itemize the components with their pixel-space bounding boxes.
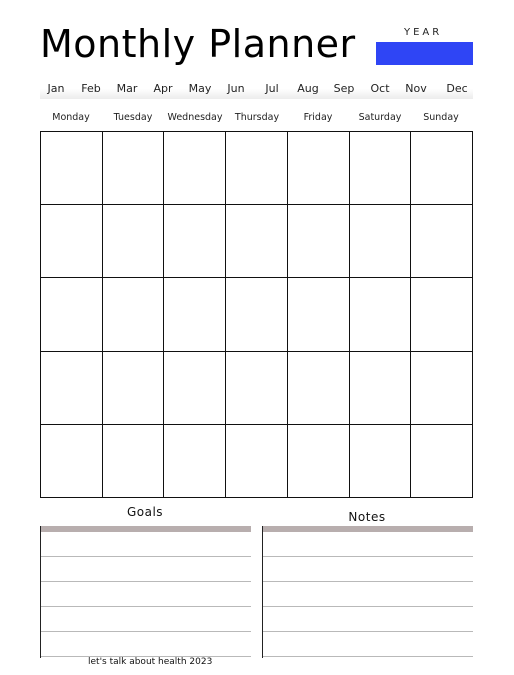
month-may[interactable]: May: [188, 82, 212, 95]
calendar-day-cell[interactable]: [350, 132, 412, 205]
day-header-friday: Friday: [303, 112, 333, 123]
calendar-day-cell[interactable]: [164, 205, 226, 278]
calendar-day-cell[interactable]: [226, 425, 288, 498]
footer-text: let's talk about health 2023: [88, 657, 213, 667]
calendar-day-cell[interactable]: [288, 278, 350, 351]
calendar-day-cell[interactable]: [226, 132, 288, 205]
month-feb[interactable]: Feb: [81, 82, 101, 95]
goals-lines[interactable]: [40, 526, 251, 658]
calendar-day-cell[interactable]: [288, 132, 350, 205]
calendar-day-cell[interactable]: [164, 132, 226, 205]
year-label: YEAR: [404, 27, 443, 38]
day-header-tuesday: Tuesday: [113, 112, 153, 123]
goals-title: Goals: [126, 505, 164, 519]
calendar-day-cell[interactable]: [41, 132, 103, 205]
month-dec[interactable]: Dec: [446, 82, 468, 95]
calendar-day-cell[interactable]: [103, 205, 165, 278]
calendar-day-cell[interactable]: [226, 352, 288, 425]
month-oct[interactable]: Oct: [370, 82, 390, 95]
goals-line[interactable]: [41, 632, 251, 657]
calendar-day-cell[interactable]: [164, 352, 226, 425]
notes-line[interactable]: [263, 607, 473, 632]
calendar-day-cell[interactable]: [103, 425, 165, 498]
calendar-day-cell[interactable]: [103, 132, 165, 205]
goals-line[interactable]: [41, 557, 251, 582]
calendar-day-cell[interactable]: [164, 425, 226, 498]
calendar-day-cell[interactable]: [288, 352, 350, 425]
page-title: Monthly Planner: [40, 22, 356, 66]
goals-line[interactable]: [41, 532, 251, 557]
notes-line[interactable]: [263, 632, 473, 657]
notes-line[interactable]: [263, 582, 473, 607]
calendar-day-cell[interactable]: [41, 425, 103, 498]
month-jan[interactable]: Jan: [47, 82, 65, 95]
goals-line[interactable]: [41, 607, 251, 632]
day-header-wednesday: Wednesday: [167, 112, 223, 123]
calendar-grid: [40, 131, 473, 498]
month-aug[interactable]: Aug: [297, 82, 319, 95]
month-jun[interactable]: Jun: [227, 82, 245, 95]
calendar-day-cell[interactable]: [411, 352, 473, 425]
notes-line[interactable]: [263, 532, 473, 557]
calendar-day-cell[interactable]: [288, 425, 350, 498]
month-mar[interactable]: Mar: [116, 82, 138, 95]
day-header-thursday: Thursday: [234, 112, 280, 123]
calendar-day-cell[interactable]: [411, 205, 473, 278]
calendar-day-cell[interactable]: [226, 205, 288, 278]
calendar-day-cell[interactable]: [41, 278, 103, 351]
month-apr[interactable]: Apr: [153, 82, 173, 95]
calendar-day-cell[interactable]: [350, 205, 412, 278]
calendar-day-cell[interactable]: [288, 205, 350, 278]
calendar-day-cell[interactable]: [411, 132, 473, 205]
calendar-day-cell[interactable]: [41, 205, 103, 278]
calendar-day-cell[interactable]: [164, 278, 226, 351]
month-sep[interactable]: Sep: [333, 82, 355, 95]
notes-line[interactable]: [263, 557, 473, 582]
goals-line[interactable]: [41, 582, 251, 607]
calendar-day-cell[interactable]: [226, 278, 288, 351]
calendar-day-cell[interactable]: [350, 425, 412, 498]
month-nov[interactable]: Nov: [405, 82, 427, 95]
calendar-day-cell[interactable]: [411, 425, 473, 498]
month-jul[interactable]: Jul: [265, 82, 279, 95]
calendar-day-cell[interactable]: [103, 352, 165, 425]
day-header-saturday: Saturday: [358, 112, 402, 123]
calendar-day-cell[interactable]: [411, 278, 473, 351]
month-strip: [40, 80, 473, 99]
calendar-day-cell[interactable]: [103, 278, 165, 351]
calendar-day-cell[interactable]: [350, 352, 412, 425]
day-header-monday: Monday: [52, 112, 90, 123]
notes-lines[interactable]: [262, 526, 473, 658]
day-header-sunday: Sunday: [423, 112, 459, 123]
calendar-day-cell[interactable]: [350, 278, 412, 351]
calendar-day-cell[interactable]: [41, 352, 103, 425]
year-input-box[interactable]: [376, 42, 473, 65]
notes-title: Notes: [348, 510, 386, 524]
